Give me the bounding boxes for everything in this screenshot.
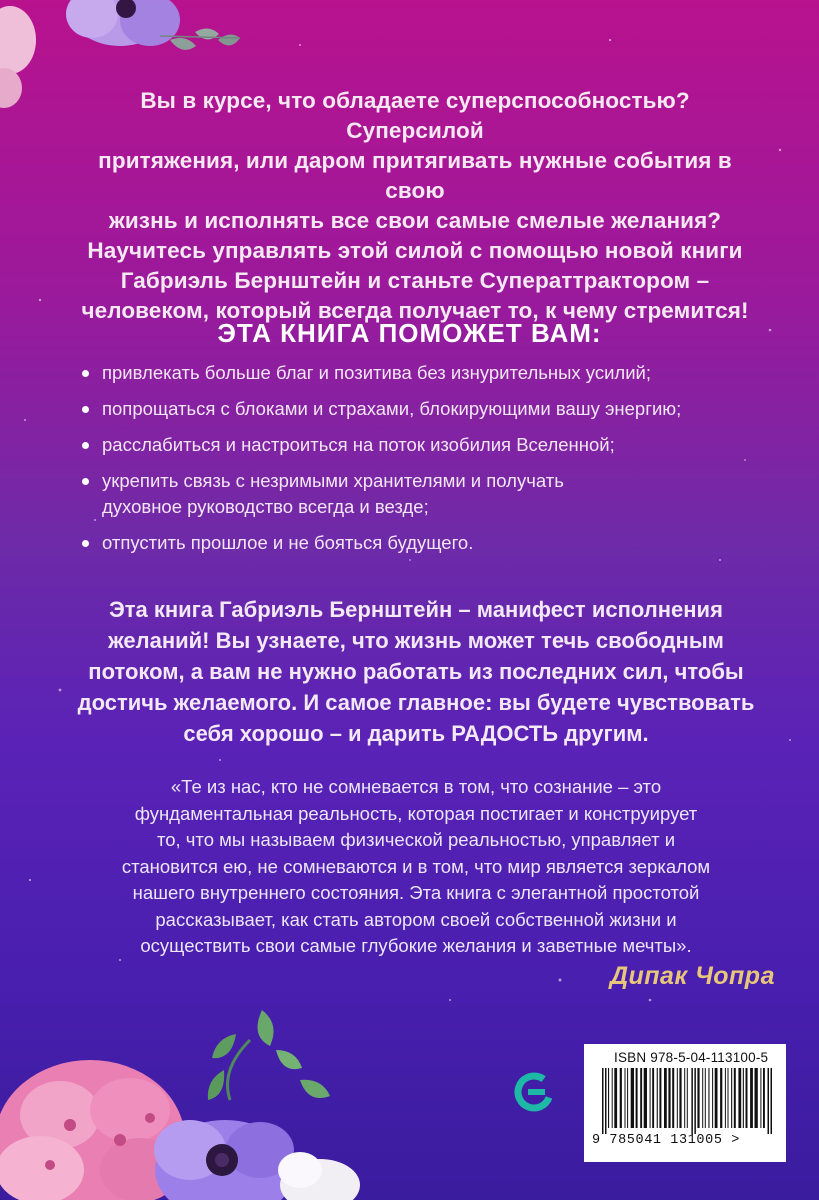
barcode-bar <box>712 1068 713 1128</box>
bottom-left-flowers-illustration <box>0 1000 360 1200</box>
manifest-line: достичь желаемого. И самое главное: вы будете чувствовать <box>77 690 755 715</box>
barcode-bar <box>728 1068 729 1128</box>
intro-line: Научитесь управлять этой силой с помощью новой книги <box>87 238 743 263</box>
barcode-bar <box>725 1068 726 1128</box>
quote-line: нашего внутреннего состояния. Эта книга с элегантной простотой <box>132 882 700 903</box>
barcode-bar <box>715 1068 718 1128</box>
barcode-bar <box>708 1068 709 1128</box>
barcode-bar <box>659 1068 661 1128</box>
barcode-bar <box>705 1068 706 1128</box>
barcode-bar <box>664 1068 667 1128</box>
benefit-item <box>78 360 758 386</box>
quote-line: «Те из нас, кто не сомневается в том, что сознание – это <box>170 776 662 797</box>
barcode-bar <box>620 1068 622 1128</box>
bullet-icon <box>82 370 89 377</box>
quote-author: Дипак Чопра <box>609 962 775 990</box>
benefits-list <box>78 360 758 566</box>
barcode-bar <box>746 1068 748 1128</box>
barcode-bar <box>602 1068 604 1134</box>
benefit-text: расслабиться и настроиться на поток изобилия Вселенной; <box>102 434 615 455</box>
barcode-bar <box>612 1068 613 1128</box>
benefit-text: отпустить прошлое и не бояться будущего. <box>102 532 474 553</box>
barcode-bar <box>691 1068 693 1134</box>
barcode-bar <box>650 1068 651 1128</box>
barcode-bar <box>771 1068 773 1134</box>
bullet-icon <box>82 406 89 413</box>
intro-line: притяжения, или даром притягивать нужные события в свою <box>98 148 732 203</box>
barcode-bar <box>702 1068 703 1128</box>
barcode-bar <box>763 1068 765 1128</box>
barcode-bar <box>644 1068 647 1128</box>
barcode-bar <box>636 1068 638 1128</box>
quote-line: фундаментальная реальность, которая постигает и конструирует <box>134 802 698 824</box>
benefit-text: укрепить связь с незримыми хранителями и получать духовное руководство всегда и везде; <box>102 470 564 517</box>
quote-line: осуществить свои самые глубокие желания и заветные мечты». <box>140 935 692 956</box>
barcode-bar <box>738 1068 741 1128</box>
barcode-bar <box>687 1068 688 1128</box>
barcode-bar <box>734 1068 736 1128</box>
barcode-panel <box>584 1044 786 1162</box>
barcode-bar <box>677 1068 678 1128</box>
intro-paragraph <box>70 86 760 326</box>
manifest-line: потоком, а вам не нужно работать из последних сил, чтобы <box>88 659 744 684</box>
benefit-text: привлекать больше благ и позитива без изнурительных усилий; <box>102 362 652 383</box>
benefit-item <box>78 468 758 520</box>
barcode-digits: 9 785041 131005 > <box>592 1133 740 1148</box>
quote-line: то, что мы называем физической реальностью, управляет и <box>156 829 676 850</box>
benefit-item <box>78 396 758 422</box>
barcode-bar <box>652 1068 654 1128</box>
barcode-bar <box>605 1068 607 1134</box>
bullet-icon <box>82 540 89 547</box>
manifest-paragraph <box>76 594 756 749</box>
intro-line: Вы в курсе, что обладаете суперспособностью? Суперсилой <box>140 88 690 143</box>
manifest-line: себя хорошо – и дарить РАДОСТЬ другим. <box>183 721 649 746</box>
barcode-bar <box>631 1068 634 1128</box>
barcode-bar <box>627 1068 628 1128</box>
bullet-icon <box>82 478 89 485</box>
benefit-item <box>78 530 758 556</box>
barcode-bar <box>672 1068 674 1128</box>
quote-paragraph <box>82 774 750 960</box>
barcode-bar <box>668 1068 670 1128</box>
intro-line: человеком, который всегда получает то, к чему стремится! <box>81 298 749 323</box>
barcode-bar <box>750 1068 753 1128</box>
benefit-text: попрощаться с блоками и страхами, блокирующими вашу энергию; <box>102 398 682 419</box>
publisher-logo <box>514 1072 554 1112</box>
bullet-icon <box>82 442 89 449</box>
quote-line: становится ею, не сомневаются и в том, что мир является зеркалом <box>121 855 711 877</box>
benefits-heading: ЭТА КНИГА ПОМОЖЕТ ВАМ: <box>217 318 602 348</box>
barcode-bar <box>679 1068 681 1128</box>
barcode-bar <box>768 1068 770 1134</box>
benefit-item <box>78 432 758 458</box>
barcode-bar <box>743 1068 744 1128</box>
barcode-bar <box>657 1068 658 1128</box>
manifest-line: желаний! Вы узнаете, что жизнь может течь свободным <box>108 628 724 653</box>
barcode-bar <box>731 1068 732 1128</box>
barcode-graphic <box>592 1068 778 1134</box>
barcode-bar <box>684 1068 685 1128</box>
barcode-bar <box>625 1068 626 1128</box>
quote-line: рассказывает, как стать автором своей собственной жизни и <box>155 908 677 930</box>
manifest-line: Эта книга Габриэль Бернштейн – манифест исполнения <box>109 597 723 622</box>
barcode-bar <box>755 1068 758 1128</box>
barcode-bar <box>640 1068 642 1128</box>
isbn-label: ISBN 978-5-04-113100-5 <box>614 1050 769 1065</box>
barcode-bar <box>694 1068 696 1134</box>
barcode-bar <box>697 1068 699 1128</box>
intro-line: жизнь и исполнять все свои самые смелые желания? <box>108 208 722 233</box>
barcode-bar <box>760 1068 761 1128</box>
intro-line: Габриэль Бернштейн и станьте Суператтрактором – <box>120 268 710 293</box>
barcode-bar <box>608 1068 609 1128</box>
barcode-bar <box>720 1068 722 1128</box>
barcode-bar <box>614 1068 617 1128</box>
